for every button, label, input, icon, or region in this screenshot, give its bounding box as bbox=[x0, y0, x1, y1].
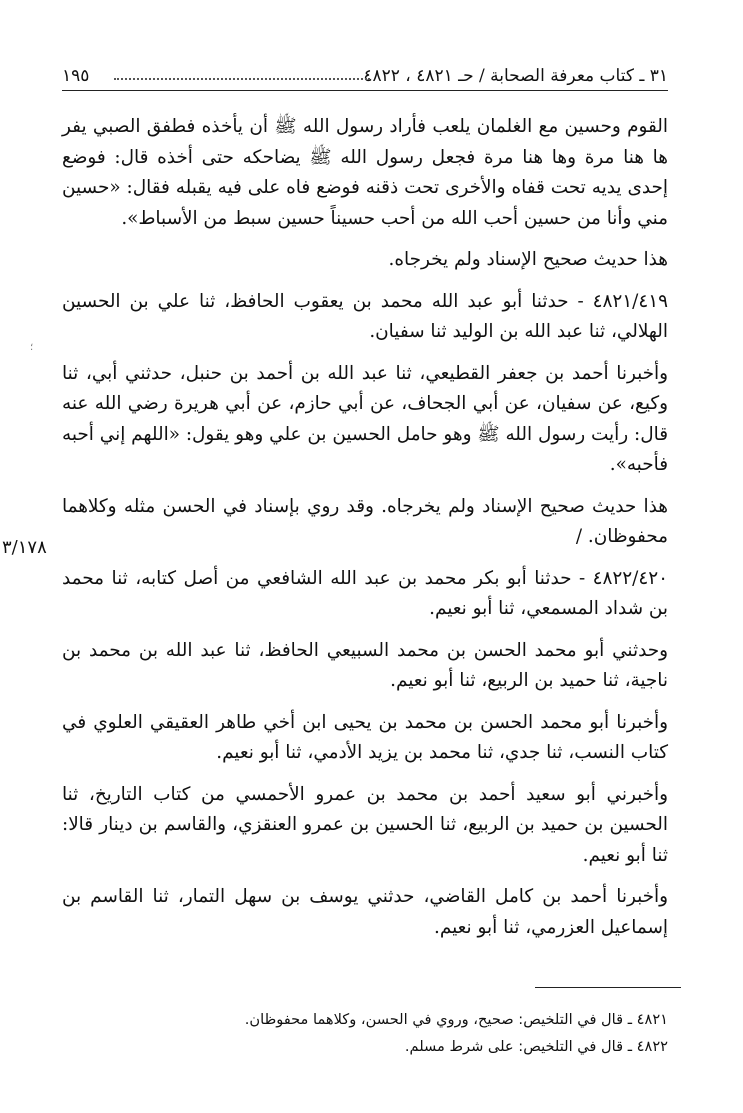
paragraph: ٤٨٢١/٤١٩ - حدثنا أبو عبد الله محمد بن يعقوب الحافظ، ثنا علي بن الحسين الهلالي، ثنا عبد الله بن الوليد ثنا سفيان. bbox=[62, 290, 668, 342]
paragraph: هذا حديث صحيح الإسناد ولم يخرجاه. bbox=[388, 249, 668, 270]
header-title: ٣١ ـ كتاب معرفة الصحابة / حـ ٤٨٢١ ، ٤٨٢٢ bbox=[363, 66, 668, 86]
margin-speck: ؛ bbox=[30, 342, 34, 353]
paragraph: وأخبرنا أحمد بن كامل القاضي، حدثني يوسف بن سهل التمار، ثنا القاسم بن إسماعيل العزرمي، ثنا أبو نعيم. bbox=[62, 886, 668, 938]
paragraph: وأخبرني أبو سعيد أحمد بن محمد بن عمرو الأحمسي من كتاب التاريخ، ثنا الحسين بن حميد بن الربيع، ثنا الحسين بن عمرو العنقزي، والقاسم بن دينار قالا: ثنا أبو نعيم. bbox=[62, 783, 668, 866]
paragraph: وأخبرنا أحمد بن جعفر القطيعي، ثنا عبد الله بن أحمد بن حنبل، حدثني أبي، ثنا وكيع، عن سفيان، عن أبي الجحاف، عن أبي حازم، عن أبي هريرة رضي الله عنه قال: رأيت رسول الله ﷺ وهو حامل الحسين بن علي وهو يقول: «اللهم إني أحبه فأحبه». bbox=[62, 362, 668, 475]
page-number: ١٩٥ bbox=[62, 66, 90, 86]
header-dot-leader bbox=[114, 66, 370, 80]
footnotes bbox=[62, 1006, 668, 1060]
footnote: ٤٨٢٢ ـ قال في التلخيص: على شرط مسلم. bbox=[404, 1038, 668, 1055]
paragraph: القوم وحسين مع الغلمان يلعب فأراد رسول الله ﷺ أن يأخذه فطفق الصبي يفر ها هنا مرة وها هنا مرة فجعل رسول الله ﷺ يضاحكه حتى أخذه قال: فوضع إحدى يديه تحت قفاه والأخرى تحت ذقنه فوضع فاه على فيه يقبله فقال: «حسين مني وأنا من حسين أحب الله من أحب حسيناً حسين سبط من الأسباط». bbox=[62, 116, 668, 229]
main-text bbox=[62, 112, 668, 954]
running-header bbox=[62, 62, 668, 91]
footnote: ٤٨٢١ ـ قال في التلخيص: صحيح، وروي في الحسن، وكلاهما محفوظان. bbox=[244, 1011, 668, 1028]
paragraph: وحدثني أبو محمد الحسن بن محمد السبيعي الحافظ، ثنا عبد الله بن محمد بن ناجية، ثنا حميد بن الربيع، ثنا أبو نعيم. bbox=[62, 639, 668, 691]
paragraph: ٤٨٢٢/٤٢٠ - حدثنا أبو بكر محمد بن عبد الله الشافعي من أصل كتابه، ثنا محمد بن شداد المسمعي، ثنا أبو نعيم. bbox=[62, 567, 668, 619]
paragraph: وأخبرنا أبو محمد الحسن بن محمد بن يحيى ابن أخي طاهر العقيقي العلوي في كتاب النسب، ثنا جدي، ثنا محمد بن يزيد الأدمي، ثنا أبو نعيم. bbox=[62, 711, 668, 763]
paragraph: هذا حديث صحيح الإسناد ولم يخرجاه. وقد روي بإسناد في الحسن مثله وكلاهما محفوظان. / bbox=[62, 495, 668, 547]
footnote-separator bbox=[535, 987, 681, 988]
margin-volume-reference: ٣/١٧٨ bbox=[2, 537, 47, 558]
